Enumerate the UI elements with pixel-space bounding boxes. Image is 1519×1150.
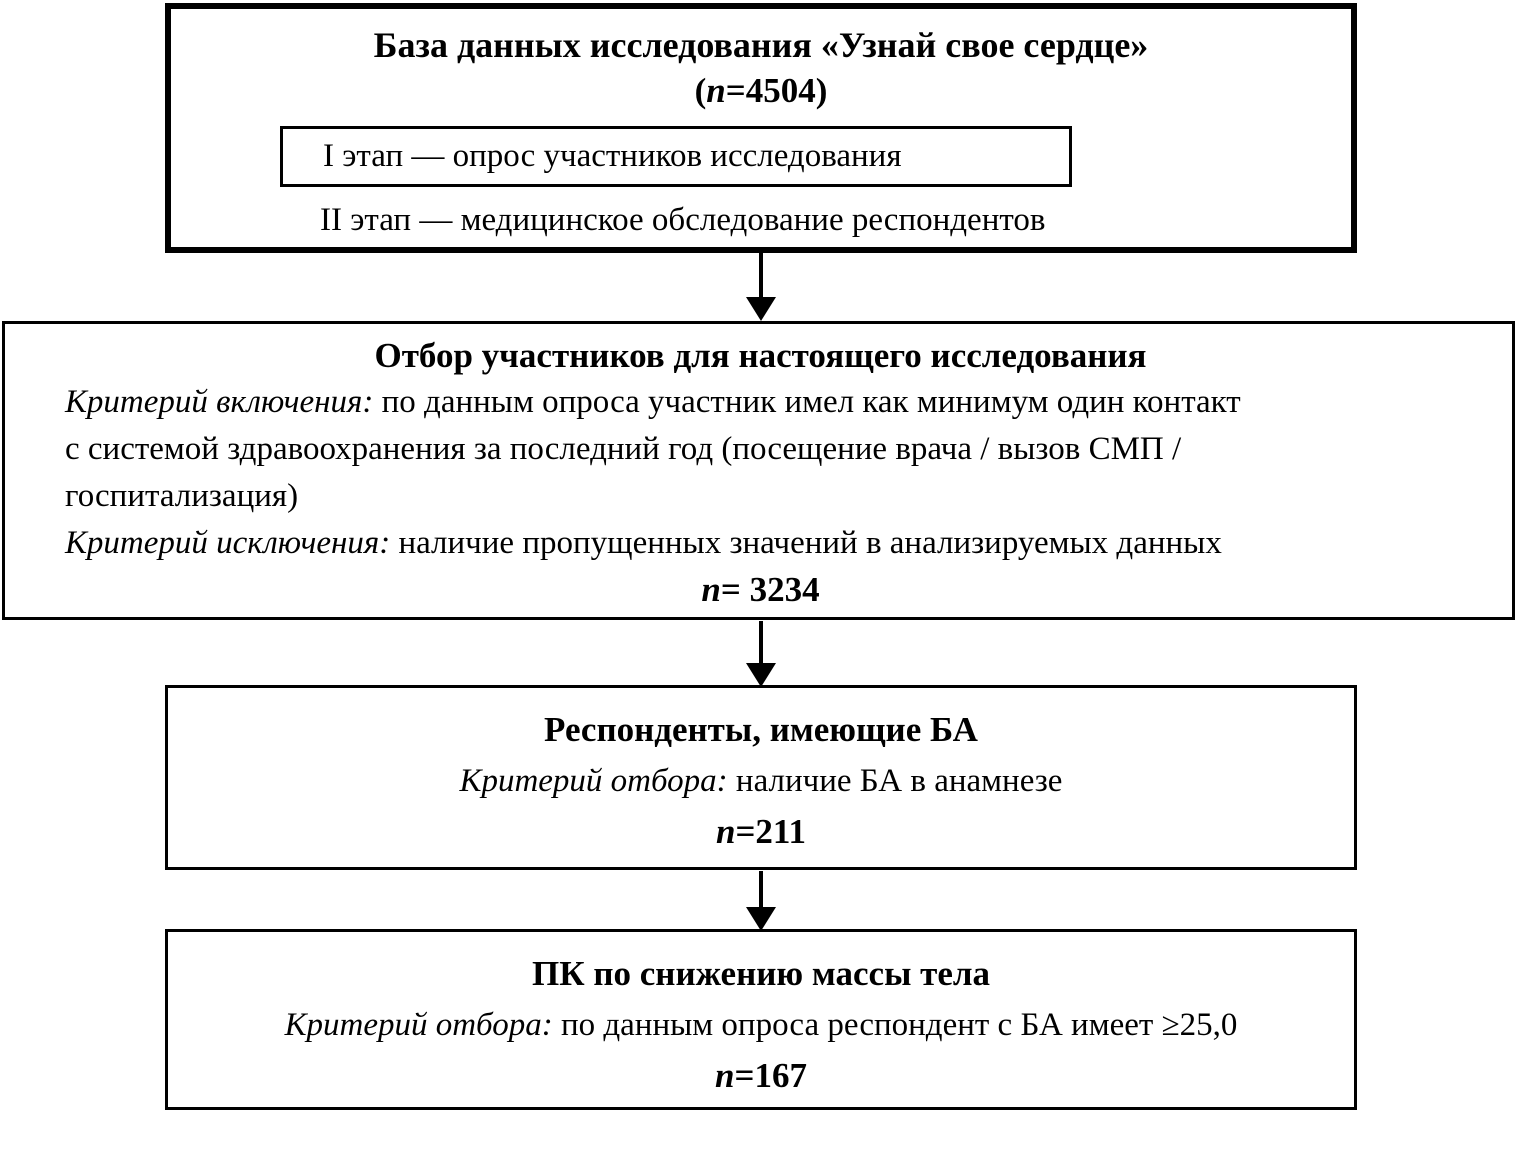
down-arrow-2	[746, 621, 776, 683]
inclusion-text-line2: с системой здравоохранения за последний год (посещение врача / вызов СМП /	[65, 431, 1182, 467]
inclusion-criterion	[65, 379, 1456, 520]
criterion-label: Критерий отбора:	[284, 1007, 553, 1043]
n-variable: n	[706, 71, 726, 110]
exclusion-text: наличие пропущенных значений в анализируемых данных	[390, 525, 1222, 561]
arrow-shaft	[759, 871, 763, 907]
inclusion-text-line1: по данным опроса участник имел как минимум один контакт	[373, 384, 1241, 420]
weight-n-count	[168, 1050, 1354, 1102]
arrow-shaft	[759, 253, 763, 297]
arrow-head-icon	[746, 297, 776, 321]
n-variable: n	[701, 570, 721, 609]
n-variable: n	[716, 812, 736, 851]
selection-title: Отбор участников для настоящего исследования	[374, 336, 1147, 375]
database-title: База данных исследования «Узнай свое сердце»	[373, 25, 1149, 65]
exclusion-label: Критерий исключения:	[65, 525, 391, 561]
respondents-ba-title: Респонденты, имеющие БА	[544, 710, 978, 749]
n-value: = 3234	[720, 570, 820, 609]
weight-criterion	[168, 1000, 1354, 1050]
ba-criterion	[168, 756, 1354, 806]
inclusion-label: Критерий включения:	[65, 384, 374, 420]
stage1-box	[280, 126, 1072, 187]
respondents-ba-box	[165, 685, 1357, 870]
down-arrow-1	[746, 253, 776, 317]
selection-n-count	[65, 567, 1456, 613]
database-box	[165, 3, 1357, 253]
n-variable: n	[715, 1056, 735, 1095]
criterion-text: наличие БА в анамнезе	[727, 763, 1063, 799]
inclusion-text-line3: госпитализация)	[65, 478, 299, 514]
weight-reduction-title: ПК по снижению массы тела	[531, 954, 991, 993]
n-value: =167	[734, 1056, 807, 1095]
database-n-count	[171, 68, 1351, 114]
exclusion-criterion	[65, 520, 1456, 567]
selection-box	[2, 321, 1515, 620]
respondents-n-count	[168, 806, 1354, 858]
criterion-text: по данным опроса респондент с БА имеет ≥25,0	[552, 1007, 1238, 1043]
arrow-head-icon	[746, 663, 776, 687]
down-arrow-3	[746, 871, 776, 927]
n-value: =211	[735, 812, 806, 851]
stage1-label: I этап — опрос участников исследования	[323, 138, 902, 174]
arrow-shaft	[759, 621, 763, 663]
weight-reduction-box	[165, 929, 1357, 1110]
n-value: =4504)	[725, 71, 828, 110]
criterion-label: Критерий отбора:	[459, 763, 728, 799]
arrow-head-icon	[746, 907, 776, 931]
n-open-paren: (	[694, 71, 707, 110]
stage2-label: II этап — медицинское обследование респондентов	[320, 202, 1046, 238]
